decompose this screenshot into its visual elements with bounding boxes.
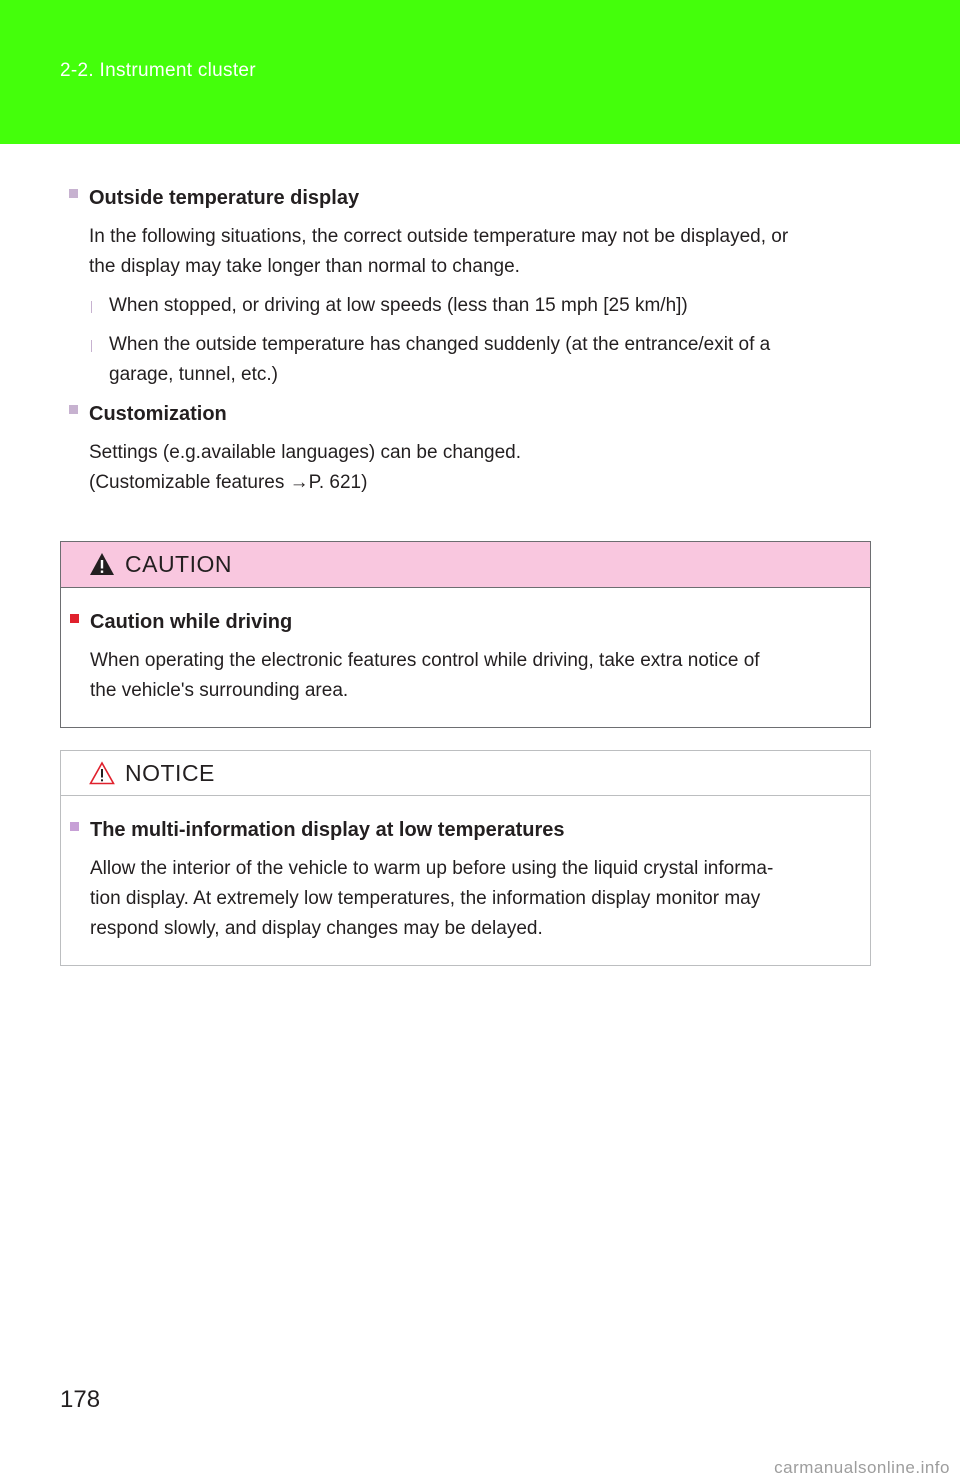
list-item-text: garage, tunnel, etc.) — [109, 364, 278, 385]
customization-heading: Customization — [89, 403, 227, 425]
list-item-text: When stopped, or driving at low speeds (less than 15 mph [25 km/h]) — [109, 295, 688, 316]
paragraph-line: Allow the interior of the vehicle to warm up before using the liquid crystal informa- — [90, 858, 774, 879]
square-bullet-icon — [69, 405, 78, 414]
warning-triangle-outline-icon — [89, 761, 115, 785]
paragraph-line: In the following situations, the correct outside temperature may not be displayed, or — [89, 226, 789, 247]
header-band — [0, 0, 960, 144]
square-bullet-icon — [69, 189, 78, 198]
warning-triangle-icon — [89, 552, 115, 576]
outside-temperature-paragraph — [89, 222, 860, 282]
notice-body — [61, 796, 870, 944]
notice-label: NOTICE — [125, 760, 215, 786]
outside-temperature-section — [60, 183, 860, 390]
outside-temperature-heading: Outside temperature display — [89, 187, 360, 209]
caution-heading: Caution while driving — [90, 611, 293, 633]
paragraph-line: When operating the electronic features control while driving, take extra notice of — [90, 650, 760, 671]
notice-heading: The multi-information display at low temperatures — [90, 819, 565, 841]
square-bullet-icon — [70, 614, 79, 623]
notice-box — [60, 750, 871, 966]
notice-paragraph — [90, 854, 860, 944]
main-content — [60, 183, 860, 498]
paragraph-line: the vehicle's surrounding area. — [90, 680, 349, 701]
paragraph-line: respond slowly, and display changes may be delayed. — [90, 918, 543, 939]
paragraph-line: Settings (e.g.available languages) can be changed. — [89, 442, 522, 463]
caution-label: CAUTION — [125, 551, 232, 577]
caution-body — [61, 588, 870, 706]
paragraph-line: (Customizable features →P. 621) — [89, 472, 368, 493]
caution-box — [60, 541, 871, 728]
square-bullet-icon — [70, 822, 79, 831]
customization-paragraph — [89, 438, 860, 498]
caution-paragraph — [90, 646, 860, 706]
list-item — [89, 291, 860, 321]
list-item — [89, 330, 860, 390]
list-bullet-icon — [91, 301, 99, 313]
notice-header — [61, 751, 870, 796]
list-bullet-icon — [91, 340, 99, 352]
page-number: 178 — [60, 1386, 101, 1413]
customization-section — [60, 399, 860, 498]
paragraph-line: tion display. At extremely low temperatures, the information display monitor may — [90, 888, 761, 909]
section-title: 2-2. Instrument cluster — [60, 60, 256, 81]
paragraph-line: the display may take longer than normal to change. — [89, 256, 520, 277]
list-item-text: When the outside temperature has changed suddenly (at the entrance/exit of a — [109, 334, 771, 355]
caution-header — [61, 542, 870, 588]
watermark: carmanualsonline.info — [774, 1458, 950, 1477]
